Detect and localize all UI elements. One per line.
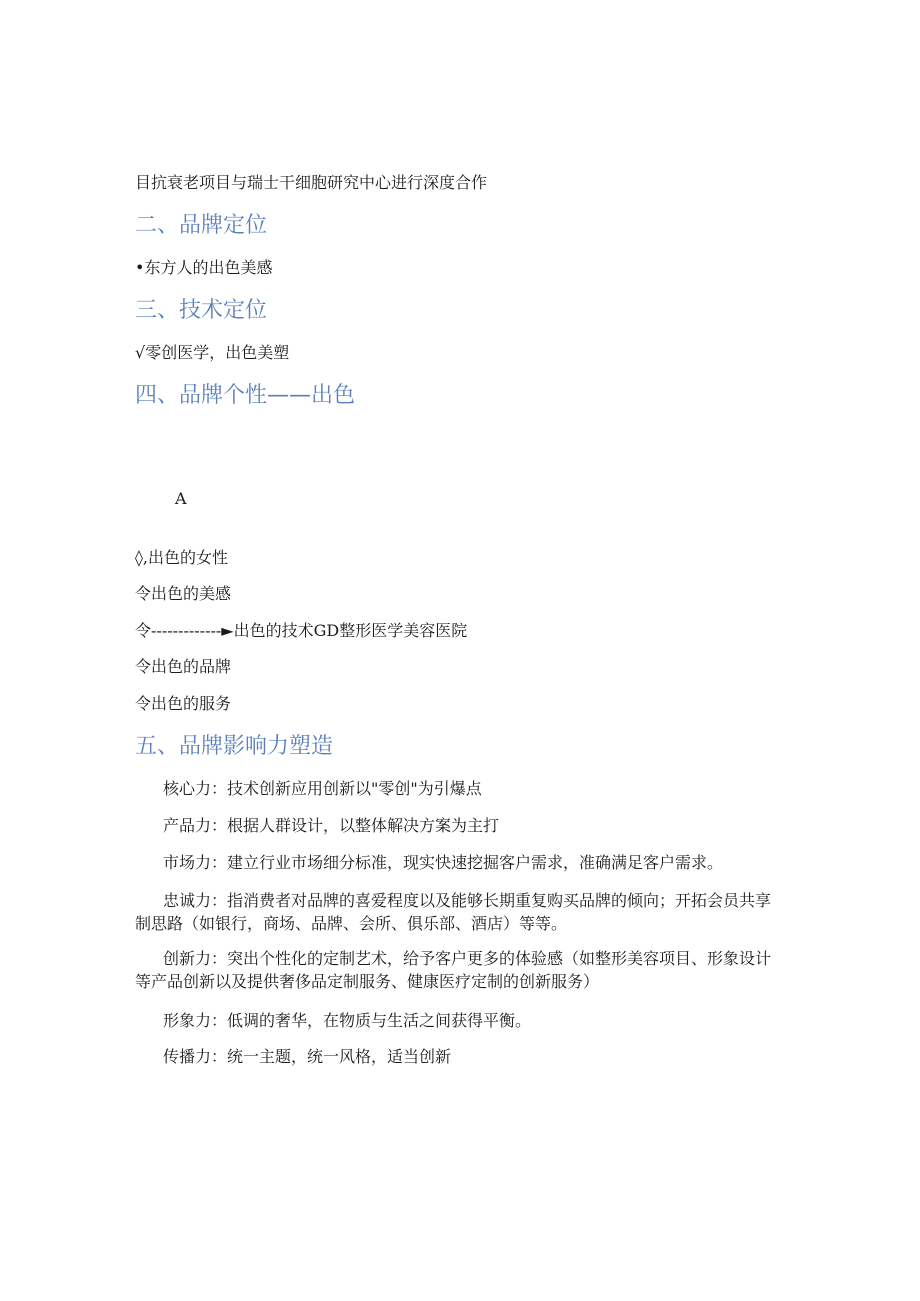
influence-paragraph: 忠诚力：指消费者对品牌的喜爱程度以及能够长期重复购买品牌的倾向；开拓会员共享制思路（如银行，商场、品牌、会所、俱乐部、酒店）等等。 (135, 891, 772, 933)
section2-bullet: •东方人的出色美感 (135, 258, 273, 277)
influence-paragraph: 市场力：建立行业市场细分标准，现实快速挖掘客户需求，准确满足客户需求。 (163, 853, 724, 872)
intro-line: 目抗衰老项目与瑞士干细胞研究中心进行深度合作 (135, 173, 488, 192)
personality-item: 令出色的服务 (135, 694, 232, 713)
personality-item: 令出色的品牌 (135, 657, 232, 676)
influence-paragraph: 创新力：突出个性化的定制艺术，给予客户更多的体验感（如整形美容项目、形象设计等产品创新以及提供奢侈品定制服务、健康医疗定制的创新服务） (135, 949, 772, 991)
influence-paragraph: 传播力：统一主题，统一风格，适当创新 (163, 1047, 452, 1066)
diagram-letter: A (175, 489, 187, 508)
section2-heading: 二、品牌定位 (135, 213, 268, 238)
section3-check-item: √零创医学，出色美塑 (135, 343, 290, 362)
personality-item: 令出色的美感 (135, 584, 232, 603)
section4-heading: 四、品牌个性——出色 (135, 383, 356, 408)
personality-item: 令-------------►出色的技术GD整形医学美容医院 (135, 621, 468, 640)
section5-heading: 五、品牌影响力塑造 (135, 734, 334, 759)
section3-heading: 三、技术定位 (135, 298, 268, 323)
personality-item: ◊,出色的女性 (135, 548, 228, 567)
influence-paragraph: 核心力：技术创新应用创新以"零创"为引爆点 (163, 779, 482, 798)
influence-paragraph: 形象力：低调的奢华，在物质与生活之间获得平衡。 (163, 1011, 532, 1030)
influence-paragraph: 产品力：根据人群设计，以整体解决方案为主打 (163, 816, 500, 835)
